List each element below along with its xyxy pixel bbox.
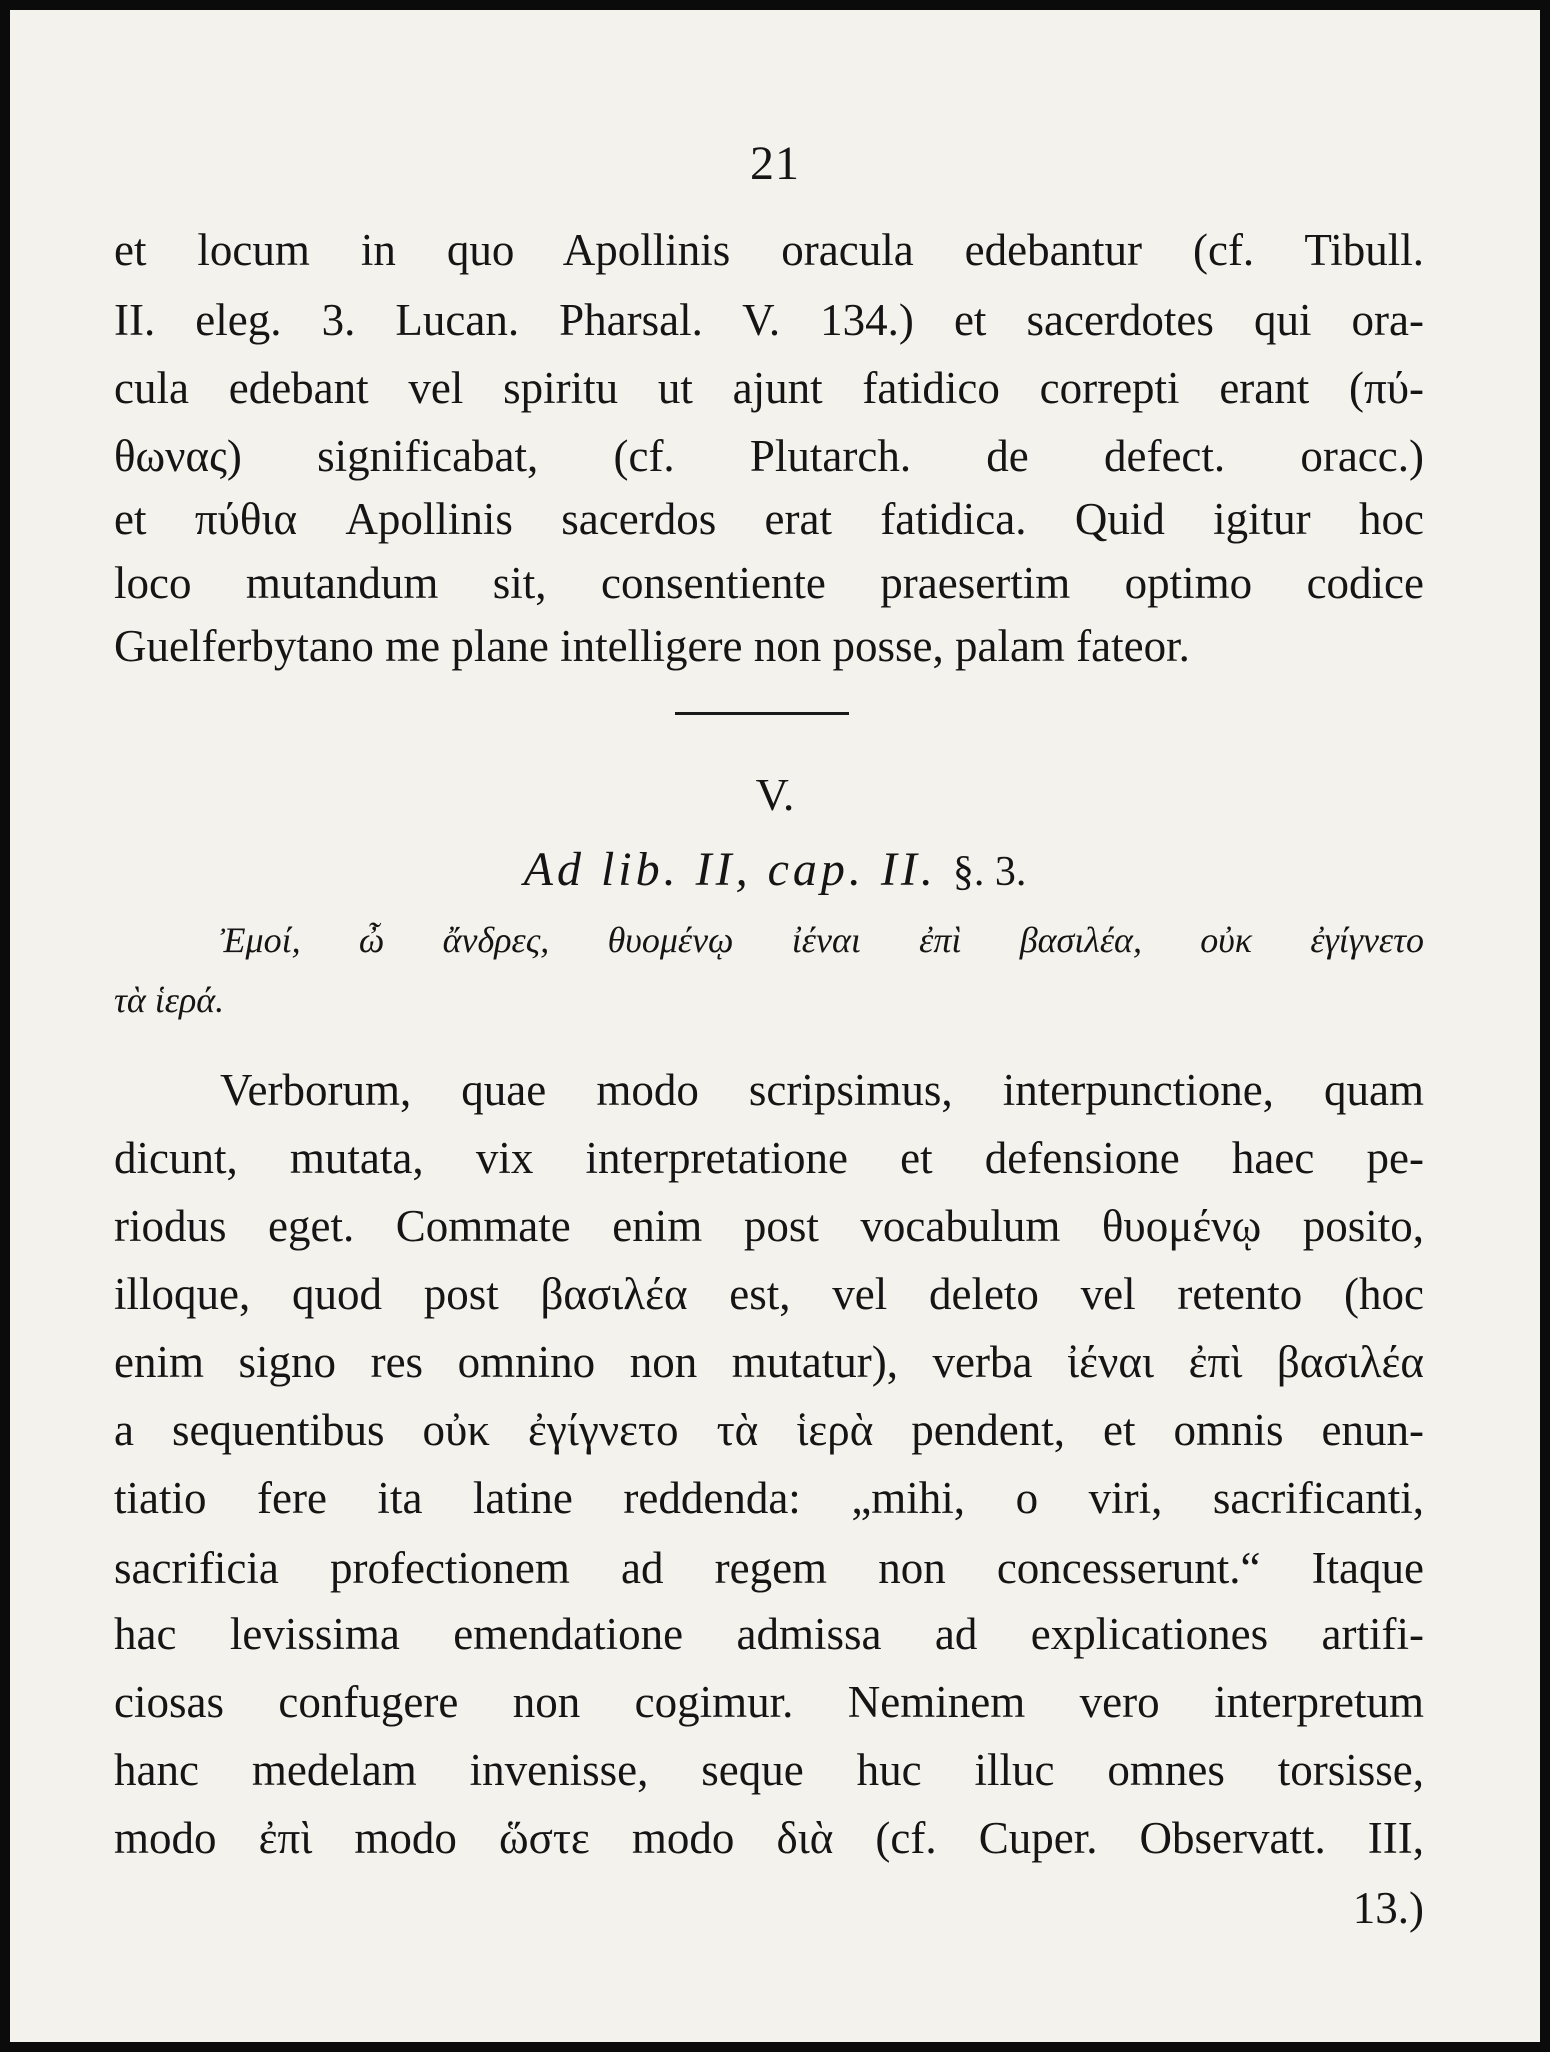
text-line: a sequentibus οὐκ ἐγίγνετο τὰ ἱερὰ pendent, et omnis enun- [114, 1405, 1424, 1455]
text-line: modo ἐπὶ modo ὥστε modo διὰ (cf. Cuper. Observatt. III, [114, 1813, 1424, 1863]
quote-line: Ἐμοί, ὦ ἄνδρες, θυομένῳ ἰέναι ἐπὶ βασιλέα, οὐκ ἐγίγνετο [220, 920, 1424, 960]
text-line: dicunt, mutata, vix interpretatione et defensione haec pe- [114, 1133, 1424, 1183]
text-line: θωνας) significabat, (cf. Plutarch. de defect. oracc.) [114, 431, 1424, 481]
text-line: loco mutandum sit, consentiente praesertim optimo codice [114, 558, 1424, 608]
text-line: enim signo res omnino non mutatur), verba ἰέναι ἐπὶ βασιλέα [114, 1337, 1424, 1387]
text-line: hac levissima emendatione admissa ad explicationes artifi- [114, 1609, 1424, 1659]
text-line: 13.) [1352, 1883, 1424, 1933]
section-numeral: V. [755, 769, 795, 820]
reference-text: Ad lib. II, cap. II. [523, 843, 937, 896]
section-reference [10, 842, 1540, 897]
reference-section: §. 3. [952, 849, 1027, 895]
quote-line: τὰ ἱερά. [114, 980, 225, 1020]
page-number: 21 [750, 137, 800, 190]
book-page [10, 10, 1540, 2042]
text-line: cula edebant vel spiritu ut ajunt fatidico correpti erant (πύ- [114, 363, 1424, 413]
text-line: Guelferbytano me plane intelligere non posse, palam fateor. [114, 621, 1190, 671]
text-line: tiatio fere ita latine reddenda: „mihi, o viri, sacrificanti, [114, 1473, 1424, 1523]
text-line: riodus eget. Commate enim post vocabulum θυομένῳ posito, [114, 1201, 1424, 1251]
text-line: illoque, quod post βασιλέα est, vel deleto vel retento (hoc [114, 1269, 1424, 1319]
text-line: hanc medelam invenisse, seque huc illuc omnes torsisse, [114, 1745, 1424, 1795]
text-line: et πύθια Apollinis sacerdos erat fatidica. Quid igitur hoc [114, 494, 1424, 544]
text-line: ciosas confugere non cogimur. Neminem vero interpretum [114, 1677, 1424, 1727]
text-line: Verborum, quae modo scripsimus, interpunctione, quam [220, 1065, 1424, 1115]
text-line: II. eleg. 3. Lucan. Pharsal. V. 134.) et sacerdotes qui ora- [114, 295, 1424, 345]
section-divider [675, 712, 849, 715]
text-line: sacrificia profectionem ad regem non concesserunt.“ Itaque [114, 1543, 1424, 1593]
text-line: et locum in quo Apollinis oracula edebantur (cf. Tibull. [114, 225, 1424, 275]
